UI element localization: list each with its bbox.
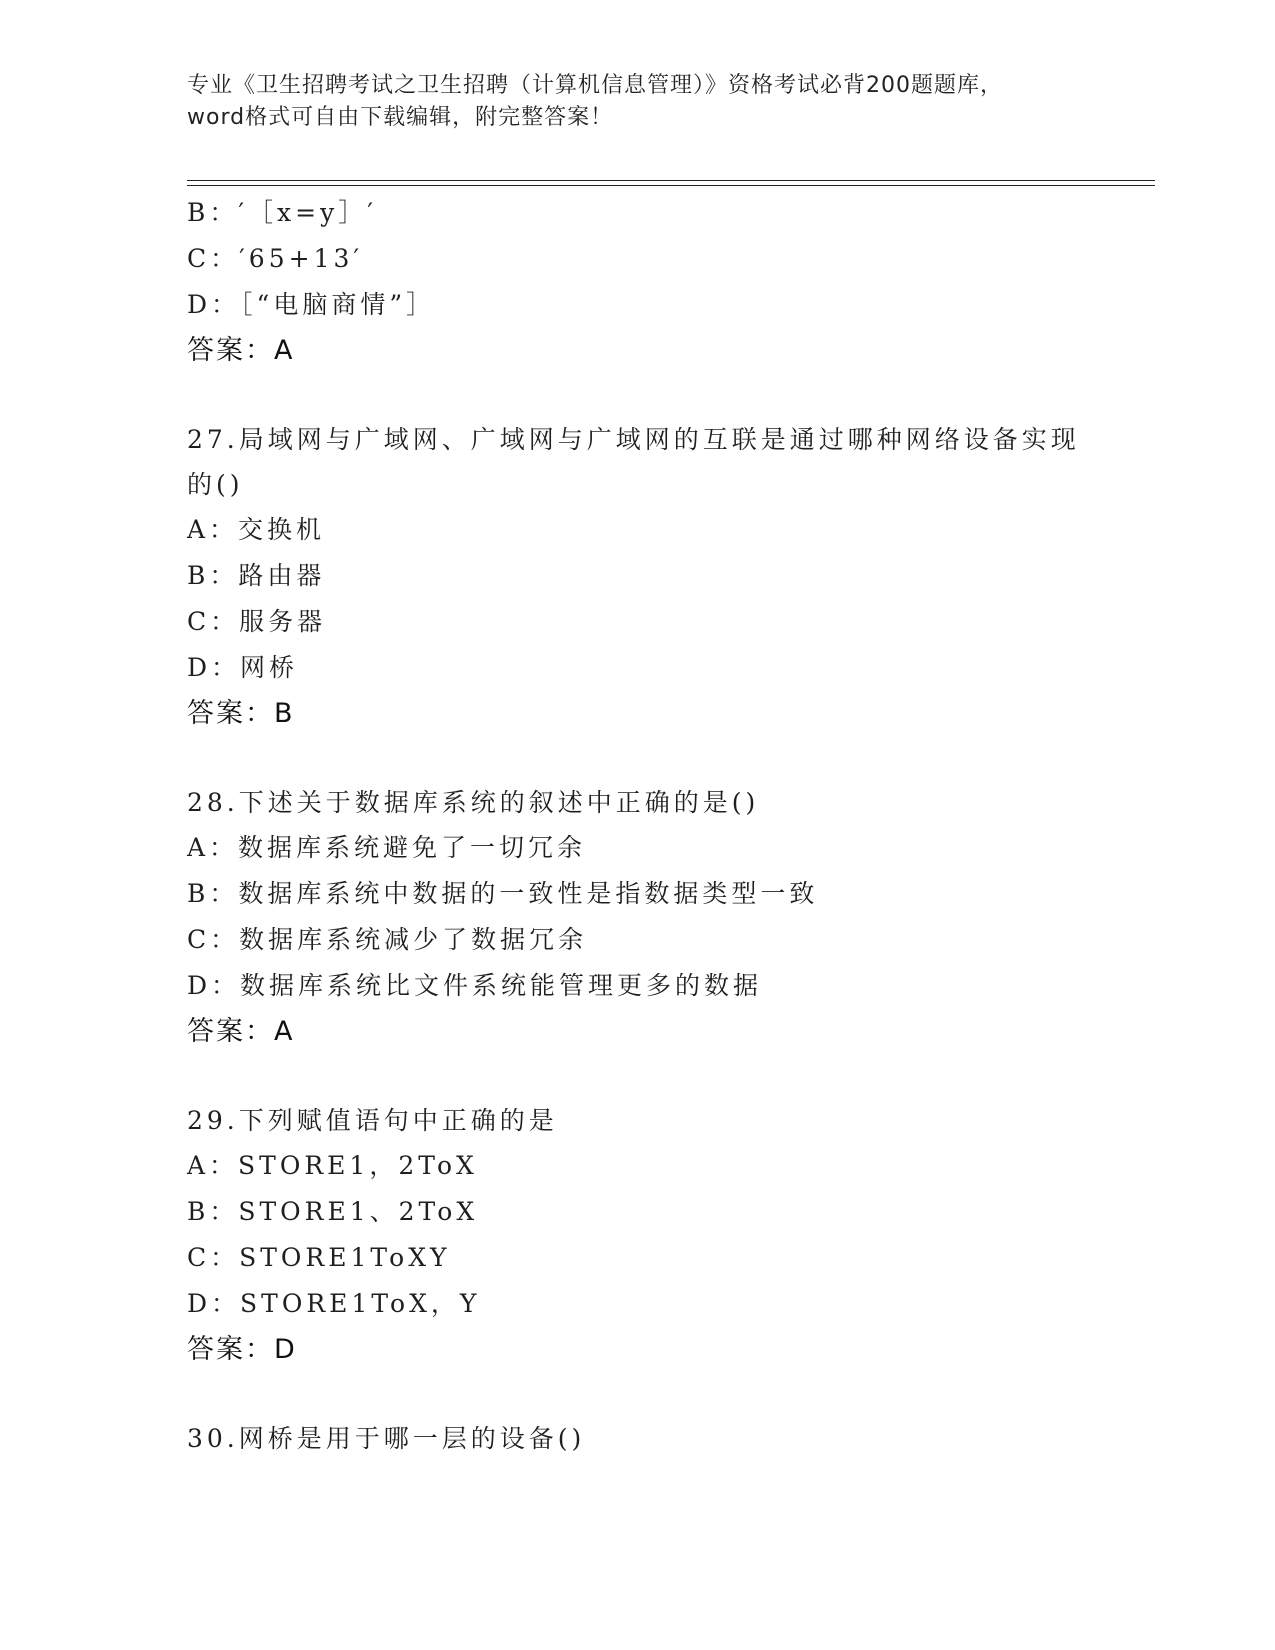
option-a: A：STORE1，2ToX (187, 1151, 478, 1180)
spacer (187, 737, 1147, 780)
question-stem-continued: 的() (187, 470, 244, 499)
option-d: D：网桥 (187, 653, 299, 682)
option-c: C：′65+13′ (187, 244, 364, 273)
spacer (187, 1055, 1147, 1098)
question-stem: 29.下列赋值语句中正确的是 (187, 1106, 558, 1135)
answer-line: 答案：A (187, 335, 295, 366)
question-30 (187, 1416, 1147, 1461)
header-divider-top (187, 180, 1155, 181)
answer-line: 答案：A (187, 1016, 295, 1047)
question-28 (187, 780, 1147, 1055)
option-b: B：路由器 (187, 561, 326, 590)
spacer (187, 1373, 1147, 1416)
question-stem: 27.局域网与广域网、广域网与广域网的互联是通过哪种网络设备实现 (187, 425, 1080, 454)
option-a: A：交换机 (187, 515, 326, 544)
option-c: C：STORE1ToXY (187, 1243, 451, 1272)
header-divider-bottom (187, 185, 1155, 186)
question-stem: 28.下述关于数据库系统的叙述中正确的是() (187, 788, 760, 817)
header-title-line-2: word格式可自由下载编辑，附完整答案！ (187, 105, 614, 130)
answer-line: 答案：B (187, 698, 295, 729)
option-b: B：数据库系统中数据的一致性是指数据类型一致 (187, 879, 819, 908)
option-b: B：STORE1、2ToX (187, 1197, 479, 1226)
spacer (187, 374, 1147, 417)
answer-line: 答案：D (187, 1334, 297, 1365)
header-title-line-1: 专业《卫生招聘考试之卫生招聘（计算机信息管理）》资格考试必背200题题库， (187, 73, 1003, 98)
option-b: B：′［x=y］′ (187, 198, 377, 227)
question-26-tail (187, 190, 1147, 374)
option-c: C：服务器 (187, 607, 327, 636)
document-header (187, 70, 1087, 134)
option-c: C：数据库系统减少了数据冗余 (187, 925, 588, 954)
option-a: A：数据库系统避免了一切冗余 (187, 833, 587, 862)
question-29 (187, 1098, 1147, 1373)
question-27 (187, 417, 1147, 737)
question-stem: 30.网桥是用于哪一层的设备() (187, 1424, 586, 1453)
option-d: D：数据库系统比文件系统能管理更多的数据 (187, 971, 763, 1000)
option-d: D：［“电脑商情”］ (187, 290, 436, 319)
question-list (187, 190, 1147, 1461)
option-d: D：STORE1ToX，Y (187, 1289, 481, 1318)
